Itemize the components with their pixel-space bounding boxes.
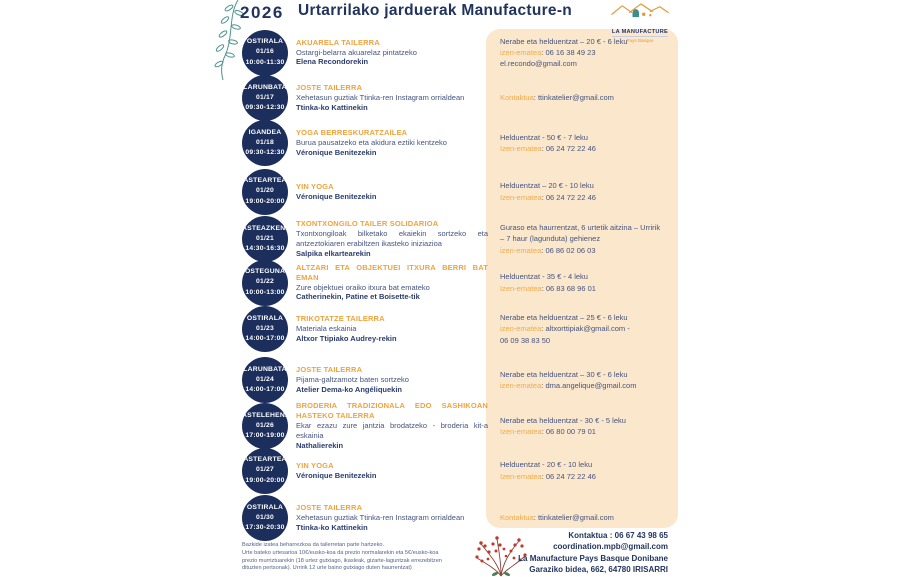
event-host: Véronique Benitezekin: [296, 470, 377, 480]
contact-label: Kontaktua: [500, 93, 534, 103]
contact-value: : 06 16 38 49 23: [541, 47, 596, 57]
event-time: 10:00-11:30: [245, 58, 285, 66]
event-title: AKUARELA TAILERRA: [296, 37, 380, 47]
date-circle: [242, 306, 288, 352]
event-time: 14:00-17:00: [245, 386, 285, 394]
event-time: 17:30-20:30: [245, 524, 285, 532]
event-date: 01/30: [255, 513, 274, 521]
contact-phone: Kontaktua : 06 67 43 98 65: [568, 531, 668, 540]
contact-address: Garaziko bidea, 662, 64780 IRISARRI: [529, 565, 668, 575]
event-info: Helduentzat - 50 € - 7 leku: [500, 132, 588, 142]
event-time: 14:00-17:00: [245, 335, 285, 343]
event-info: Nerabe eta helduentzat – 20 € - 6 leku: [500, 36, 628, 46]
event-row: [242, 29, 678, 76]
event-description: Txontxongiloak bilketako ekaiekin sortzeko eta antzeztokiaren erabiltzen ikasteko iniziazioa: [296, 229, 488, 248]
event-contact-line: [500, 192, 664, 203]
event-details: [296, 83, 488, 113]
event-pricing: [488, 180, 678, 203]
logo-brand-subtitle: Pays Basque: [626, 38, 654, 44]
event-title: TRIKOTATZE TAILERRA: [296, 314, 385, 324]
contact-label: izen-ematea: [500, 47, 542, 57]
event-description: Ekar ezazu zure jantzia brodatzeko - broderia kit-a eskainia: [296, 421, 488, 440]
contact-org: La Manufacture Pays Basque Donibane: [518, 553, 668, 563]
event-pricing: [488, 512, 678, 523]
event-contact-line: [500, 245, 664, 256]
event-time: 14:30-16:30: [245, 245, 285, 253]
footnote-line: Bazkide izatea beharrezkoa da tailerretan parte hartzeko.: [242, 542, 385, 548]
event-list: [242, 29, 678, 541]
event-row: [242, 304, 678, 354]
event-day: IGANDEA: [248, 128, 282, 136]
contact-label: Izen-ematea: [500, 283, 542, 293]
date-circle: [242, 120, 288, 166]
event-title: TXONTXONGILO TAILER SOLIDARIOA: [296, 219, 439, 229]
event-row: [242, 217, 678, 261]
contact-label: Izen-ematea: [500, 471, 542, 481]
event-details: [296, 401, 488, 450]
date-circle: [242, 216, 291, 262]
contact-label: Kontaktua: [500, 513, 534, 523]
date-circle: [242, 495, 288, 541]
event-details: [296, 219, 488, 259]
event-contact-line: [500, 426, 664, 437]
event-day: LARUNBATA: [243, 365, 287, 373]
event-time: 09:30-12:30: [245, 149, 285, 157]
event-contact-line: [500, 47, 664, 58]
event-title: YOGA BERRESKURATZAILEA: [296, 128, 408, 138]
event-description: Xehetasun guztiak Ttinka-ren Instagram orrialdean: [296, 513, 465, 523]
event-description: Ostargi-belarra akuarelaz pintatzeko: [296, 47, 417, 57]
footnote-line: dituzten pertsonak). Urririk 12 urte baino gutxiago duten haurrentzat): [242, 565, 412, 572]
event-date: 01/24: [255, 375, 274, 383]
event-host: Nathalierekin: [296, 440, 344, 450]
event-date: 01/18: [255, 138, 274, 146]
contact-label: izen-ematea: [500, 381, 542, 390]
contact-email: coordination.mpb@gmail.com: [553, 542, 668, 552]
event-description: Burua pausatzeko eta akidura eztiki kentzeko: [296, 138, 447, 148]
event-description: Pijama-galtzamotz baten sortzeko: [296, 375, 409, 385]
event-title: JOSTE TAILERRA: [296, 503, 363, 513]
contact-label: Izen-ematea: [500, 427, 542, 436]
event-title: ALTZARI ETA OBJEKTUEI ITXURA BERRI BAT EMAN: [296, 262, 488, 282]
event-day: ASTEAZKENA: [242, 224, 291, 232]
contact-value: : 06 24 72 22 46: [541, 471, 596, 481]
contact-value: : 06 24 72 22 46: [541, 144, 596, 153]
event-row: [242, 76, 678, 120]
event-info: Guraso eta haurrentzat, 6 urtetik aitzina – Urririk – 7 haur (lagunduta) gehienez: [500, 223, 661, 244]
event-row: [242, 261, 678, 304]
contact-value: : ttinkatelier@gmail.com: [533, 93, 614, 103]
event-details: [296, 263, 488, 303]
event-details: [296, 365, 488, 395]
event-pricing: [488, 415, 678, 438]
contact-label: Izen-ematea: [500, 192, 542, 202]
contact-value: : 06 83 68 96 01: [541, 283, 596, 293]
event-date: 01/20: [255, 187, 274, 195]
date-circle: [242, 357, 288, 403]
event-info: Helduentzat - 35 € - 4 leku: [500, 272, 588, 282]
date-circle: [242, 260, 288, 306]
contact-value: : altxorttipiak@gmail.com -: [541, 324, 630, 334]
event-contact-line: [500, 380, 664, 391]
event-row: [242, 354, 678, 406]
date-circle: [242, 75, 288, 121]
event-date: 01/23: [255, 324, 274, 332]
event-row: [242, 120, 678, 166]
event-pricing: [488, 92, 678, 103]
event-row: [242, 401, 678, 450]
event-date: 01/16: [255, 48, 274, 56]
event-title: JOSTE TAILERRA: [296, 83, 363, 93]
event-row: [242, 166, 678, 217]
event-description: Materiala eskainia: [296, 324, 357, 334]
poster: [218, 0, 680, 575]
event-day: LARUNBATA: [243, 83, 287, 91]
event-pricing: [488, 459, 678, 482]
event-contact-line: [500, 92, 664, 103]
event-pricing: [488, 132, 678, 155]
contact-label: Izen-ematea: [500, 144, 542, 153]
event-host: Ttinka-ko Kattinekin: [296, 102, 368, 112]
event-day: ASTEARTEA: [243, 456, 287, 464]
event-details: [296, 314, 488, 344]
event-details: [296, 182, 488, 202]
event-time: 10:00-13:00: [245, 288, 285, 296]
poster-title: Urtarrilako jarduerak Manufacture-n: [298, 2, 573, 19]
event-host: Véronique Benitezekin: [296, 191, 377, 201]
event-details: [296, 128, 488, 158]
event-host: Salpika elkartearekin: [296, 248, 371, 258]
event-day: OSTIRALA: [246, 314, 284, 322]
event-info: Nerabe eta helduentzat – 25 € - 6 leku: [500, 313, 628, 323]
date-circle: [242, 30, 288, 76]
event-info: Nerabe eta helduentzat – 30 € - 6 leku: [500, 369, 628, 379]
event-time: 19:00-20:00: [245, 476, 285, 484]
event-day: ASTEARTEA: [243, 177, 287, 185]
event-host: Atelier Dema-ko Angéliquekin: [296, 384, 402, 394]
contact-value: : ttinkatelier@gmail.com: [533, 513, 614, 523]
event-day: OSTEGUNA: [244, 268, 286, 276]
contact-label: izen-ematea: [500, 245, 542, 255]
event-time: 19:00-20:00: [245, 197, 285, 205]
event-pricing: [488, 36, 678, 70]
event-day: OSTIRALA: [246, 38, 284, 46]
event-title: YIN YOGA: [296, 460, 334, 470]
contact-extra: el.recondo@gmail.com: [500, 59, 577, 69]
event-contact-line: [500, 283, 664, 294]
event-details: [296, 38, 488, 68]
event-time: 09:30-12:30: [245, 104, 285, 112]
date-circle: [242, 169, 288, 215]
event-time: 17:00-19:00: [245, 432, 285, 440]
event-info: Helduentzat - 20 € - 10 leku: [500, 460, 593, 470]
event-details: [296, 461, 488, 481]
event-pricing: [488, 369, 678, 392]
event-host: Altxor Ttipiako Audrey-rekin: [296, 333, 397, 343]
event-contact-line: [500, 143, 664, 154]
event-host: Catherinekin, Patine et Boisette-tik: [296, 292, 420, 302]
contact-value: : 06 86 02 06 03: [541, 245, 596, 255]
event-info: Helduentzat – 20 € - 10 leku: [500, 181, 594, 191]
event-pricing: [488, 271, 678, 294]
event-title: YIN YOGA: [296, 181, 334, 191]
event-title: JOSTE TAILERRA: [296, 365, 363, 375]
event-host: Véronique Benitezekin: [296, 147, 377, 157]
event-description: Zure objektuei oraiko itxura bat emateko: [296, 282, 430, 292]
membership-footnote: [242, 542, 487, 573]
year-label: 2026: [240, 3, 284, 22]
event-host: Elena Recondorekin: [296, 57, 369, 67]
event-date: 01/17: [255, 93, 274, 101]
event-date: 01/26: [255, 421, 274, 429]
event-date: 01/22: [255, 278, 274, 286]
contact-value: : 06 24 72 22 46: [541, 192, 596, 202]
event-day: OSTIRALA: [246, 503, 284, 511]
logo-houses-icon: [610, 2, 670, 19]
event-description: Xehetasun guztiak Ttinka-ren Instagram orrialdean: [296, 93, 465, 103]
event-date: 01/27: [255, 466, 274, 474]
contact-value: : dma.angelique@gmail.com: [541, 381, 637, 390]
event-title: BRODERIA TRADIZIONALA EDO SASHIKOAN HASTEKO TAILERRA: [296, 401, 488, 421]
event-pricing: [488, 222, 678, 256]
event-date: 01/21: [255, 234, 274, 242]
event-details: [296, 503, 488, 533]
date-circle: [242, 403, 291, 449]
date-circle: [242, 448, 288, 494]
event-info: Nerabe eta helduentzat - 30 € - 5 leku: [500, 415, 626, 425]
event-contact-line: [500, 323, 664, 334]
contact-label: izen-ematea: [500, 324, 542, 334]
event-host: Ttinka-ko Kattinekin: [296, 522, 368, 532]
event-row: [242, 446, 678, 495]
contact-block: [518, 530, 668, 575]
event-pricing: [488, 312, 678, 346]
event-contact-line: [500, 471, 664, 482]
contact-extra: 06 09 38 83 50: [500, 335, 551, 345]
footnote-line: prezio murriztuarekin (18 urtez gutxiago, ikasleak, gizarte-laguntzak errezebitzen: [242, 557, 442, 564]
footnote-line: Urte bateko urtesarioa 10€/eusko-koa da prezio normalarekin eta 5€/eusko-koa: [242, 549, 439, 556]
logo-brand-name: LA MANUFACTURE: [612, 29, 668, 37]
contact-value: : 06 80 00 79 01: [541, 427, 596, 436]
event-contact-line: [500, 512, 664, 523]
event-day: ASTELEHENA: [242, 411, 291, 419]
